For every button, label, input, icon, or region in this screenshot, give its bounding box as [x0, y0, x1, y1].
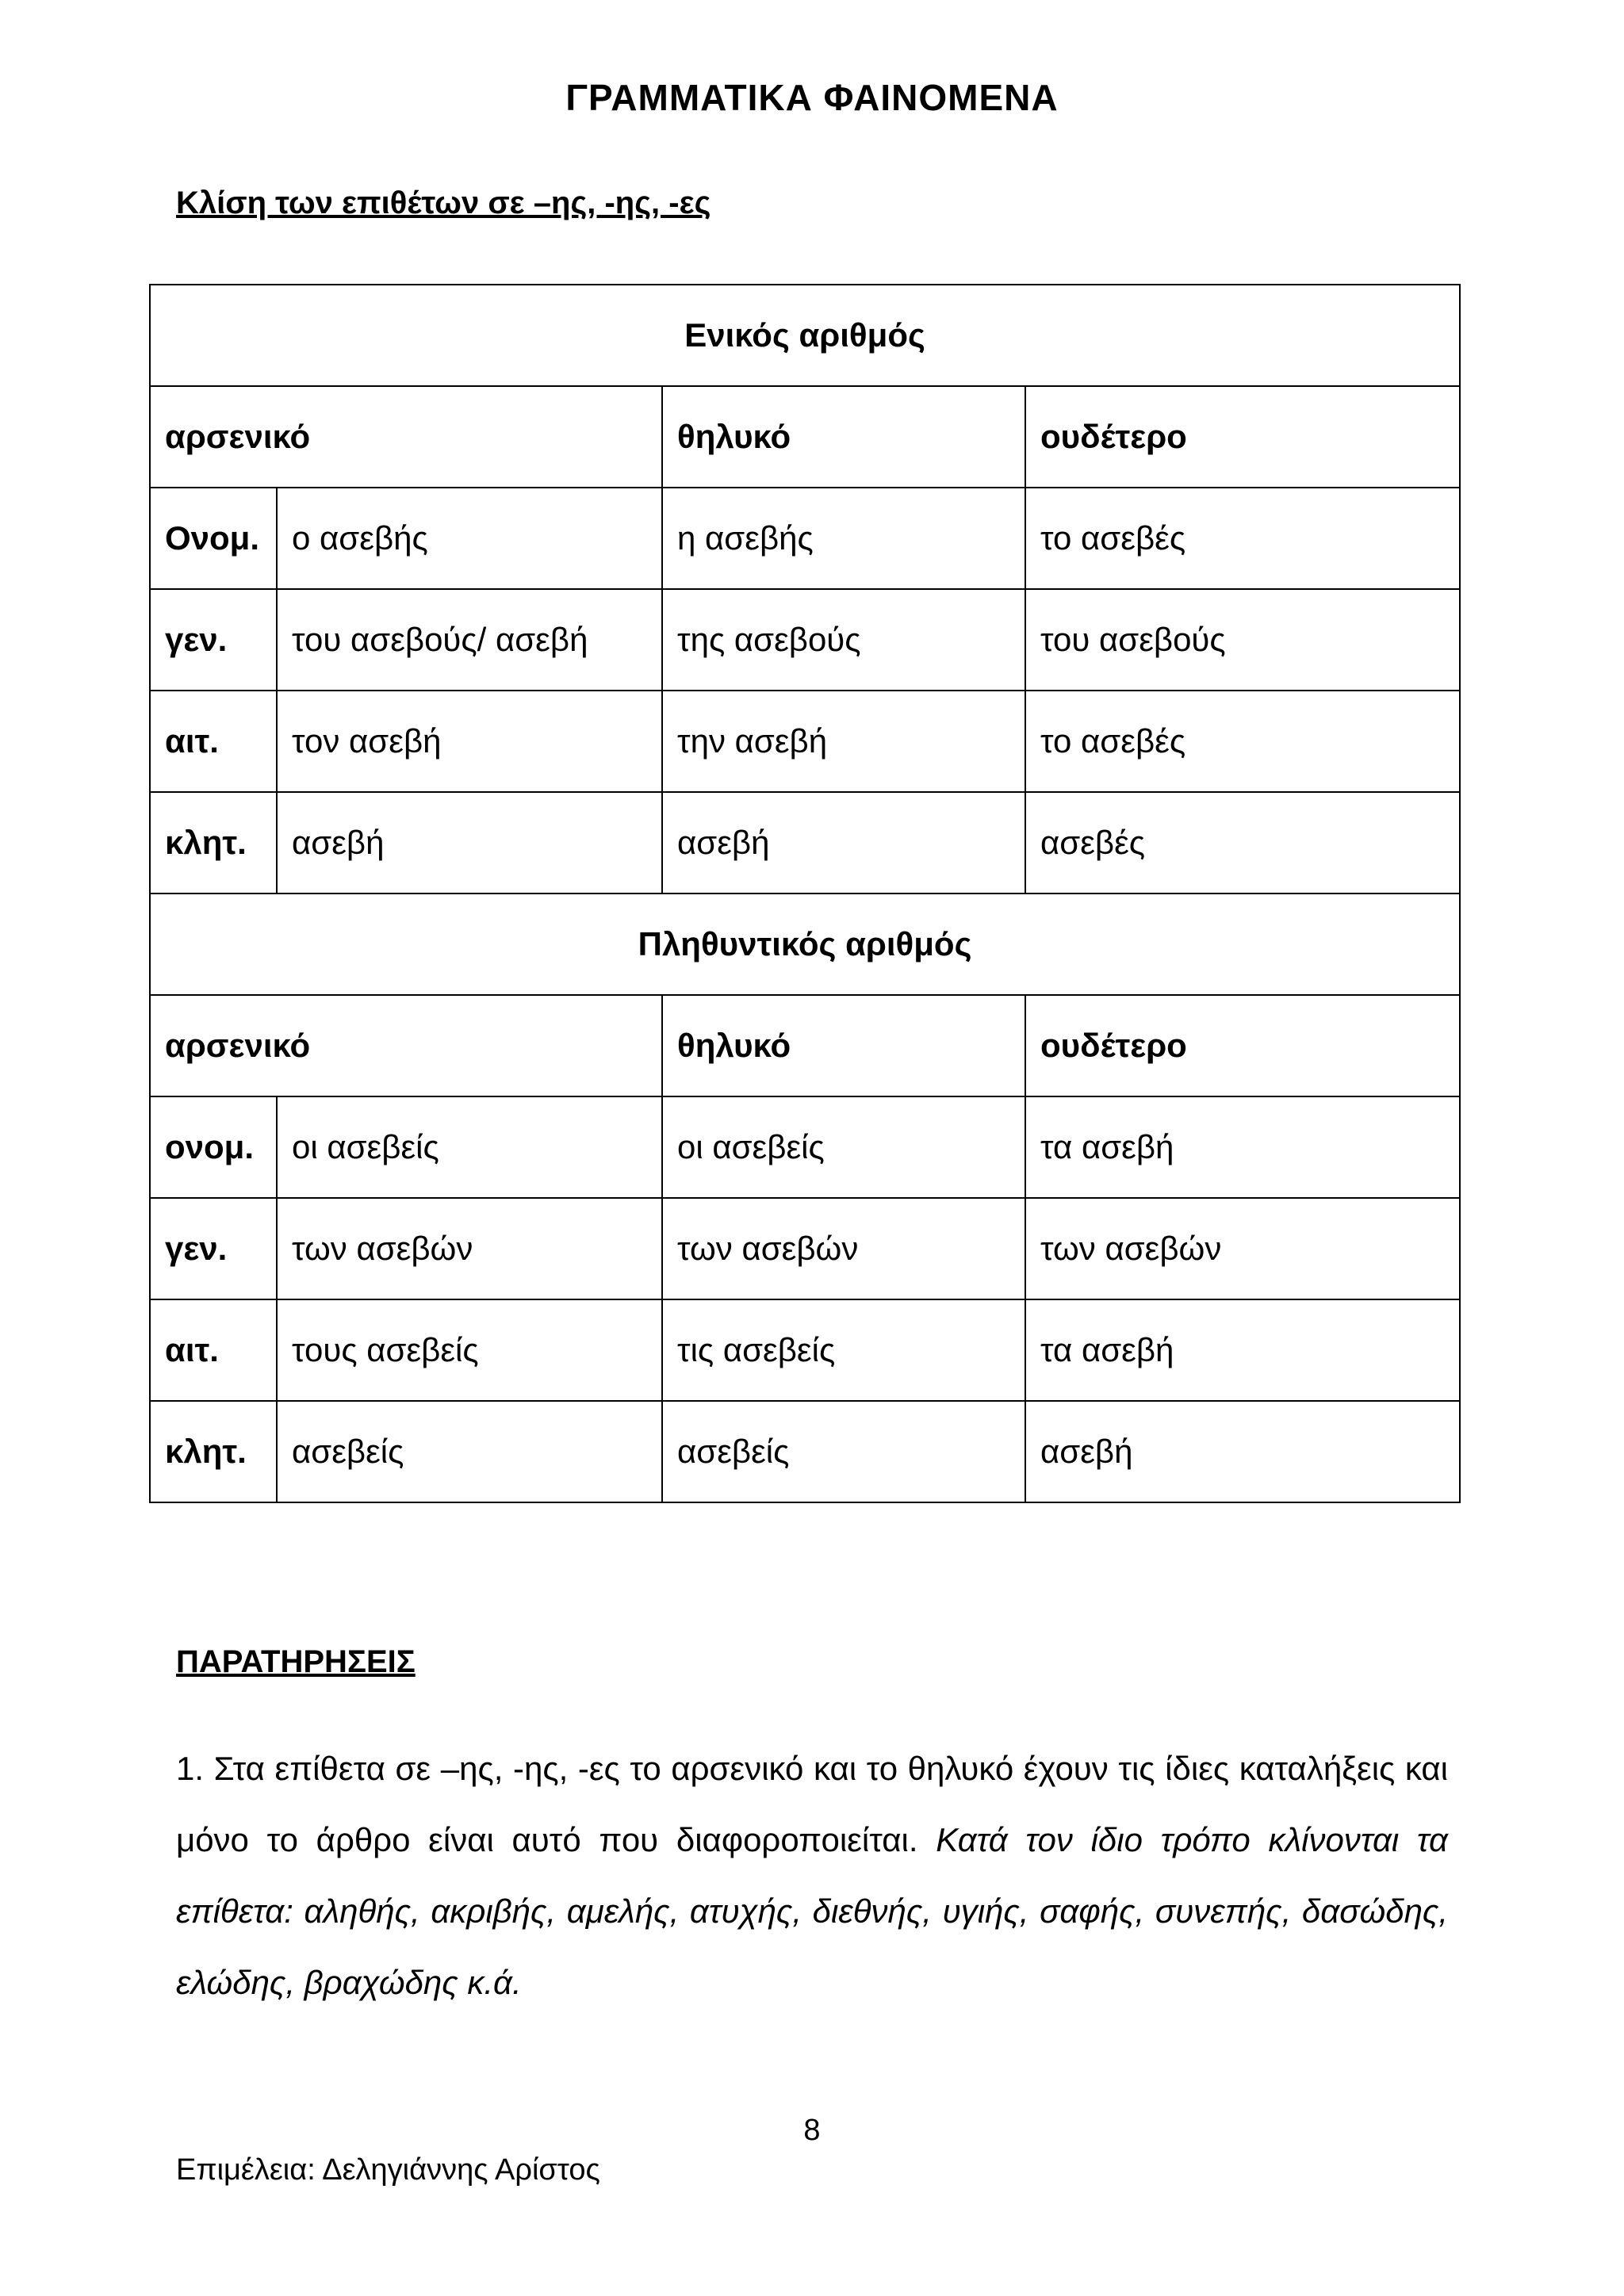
plural-heading: Πληθυντικός αριθμός [150, 894, 1460, 995]
case-label: αιτ. [150, 1299, 277, 1401]
form-neuter: το ασεβές [1025, 691, 1460, 792]
table-row [150, 589, 1460, 691]
singular-heading-row [150, 285, 1460, 386]
gender-neuter: ουδέτερο [1025, 386, 1460, 488]
form-neuter: τα ασεβή [1025, 1299, 1460, 1401]
declension-table [149, 284, 1461, 1503]
form-feminine: την ασεβή [662, 691, 1025, 792]
form-masculine: ασεβή [277, 792, 662, 894]
note-text: 1. Στα επίθετα σε –ης, -ης, -ες το αρσενικό και το θηλυκό έχουν τις ίδιες καταλήξεις και μόνο το άρθρο είναι αυτό που διαφοροποιείται. [176, 1750, 1448, 1858]
form-feminine: της ασεβούς [662, 589, 1025, 691]
form-feminine: ασεβείς [662, 1401, 1025, 1502]
form-neuter: τα ασεβή [1025, 1096, 1460, 1198]
gender-feminine: θηλυκό [662, 386, 1025, 488]
case-label: κλητ. [150, 1401, 277, 1502]
singular-gender-row [150, 386, 1460, 488]
case-label: Ονομ. [150, 488, 277, 589]
case-label: αιτ. [150, 691, 277, 792]
note-paragraph [176, 1733, 1448, 2019]
note-italic-text: Κατά τον ίδιο τρόπο κλίνονται τα επίθετα: αληθής, ακριβής, αμελής, ατυχής, διεθνής, υγιής, σαφής, συνεπής, δασώδης, ελώδης, βραχώδης κ.ά. [176, 1821, 1448, 2001]
form-masculine: οι ασεβείς [277, 1096, 662, 1198]
form-neuter: ασεβή [1025, 1401, 1460, 1502]
footer-credit: Επιμέλεια: Δεληγιάννης Αρίστος [176, 2153, 600, 2187]
case-label: γεν. [150, 1198, 277, 1299]
form-feminine: η ασεβής [662, 488, 1025, 589]
notes-heading: ΠΑΡΑΤΗΡΗΣΕΙΣ [176, 1644, 416, 1679]
form-feminine: ασεβή [662, 792, 1025, 894]
form-masculine: ασεβείς [277, 1401, 662, 1502]
table-row [150, 488, 1460, 589]
form-masculine: των ασεβών [277, 1198, 662, 1299]
form-feminine: οι ασεβείς [662, 1096, 1025, 1198]
singular-heading: Ενικός αριθμός [150, 285, 1460, 386]
gender-masculine: αρσενικό [150, 995, 662, 1096]
table-row [150, 792, 1460, 894]
form-neuter: το ασεβές [1025, 488, 1460, 589]
table-row [150, 1096, 1460, 1198]
gender-neuter: ουδέτερο [1025, 995, 1460, 1096]
table-row [150, 1401, 1460, 1502]
case-label: κλητ. [150, 792, 277, 894]
table-row [150, 691, 1460, 792]
section-subtitle: Κλίση των επιθέτων σε –ης, -ης, -ες [176, 186, 711, 220]
form-neuter: των ασεβών [1025, 1198, 1460, 1299]
plural-heading-row [150, 894, 1460, 995]
form-masculine: του ασεβούς/ ασεβή [277, 589, 662, 691]
form-masculine: τον ασεβή [277, 691, 662, 792]
case-label: ονομ. [150, 1096, 277, 1198]
gender-masculine: αρσενικό [150, 386, 662, 488]
page-title: ΓΡΑΜΜΑΤΙΚΑ ΦΑΙΝΟΜΕΝΑ [565, 77, 1059, 118]
gender-feminine: θηλυκό [662, 995, 1025, 1096]
table-row [150, 1299, 1460, 1401]
page-number: 8 [803, 2114, 821, 2147]
form-masculine: ο ασεβής [277, 488, 662, 589]
form-feminine: τις ασεβείς [662, 1299, 1025, 1401]
case-label: γεν. [150, 589, 277, 691]
form-neuter: ασεβές [1025, 792, 1460, 894]
table-row [150, 1198, 1460, 1299]
plural-gender-row [150, 995, 1460, 1096]
form-feminine: των ασεβών [662, 1198, 1025, 1299]
form-masculine: τους ασεβείς [277, 1299, 662, 1401]
form-neuter: του ασεβούς [1025, 589, 1460, 691]
